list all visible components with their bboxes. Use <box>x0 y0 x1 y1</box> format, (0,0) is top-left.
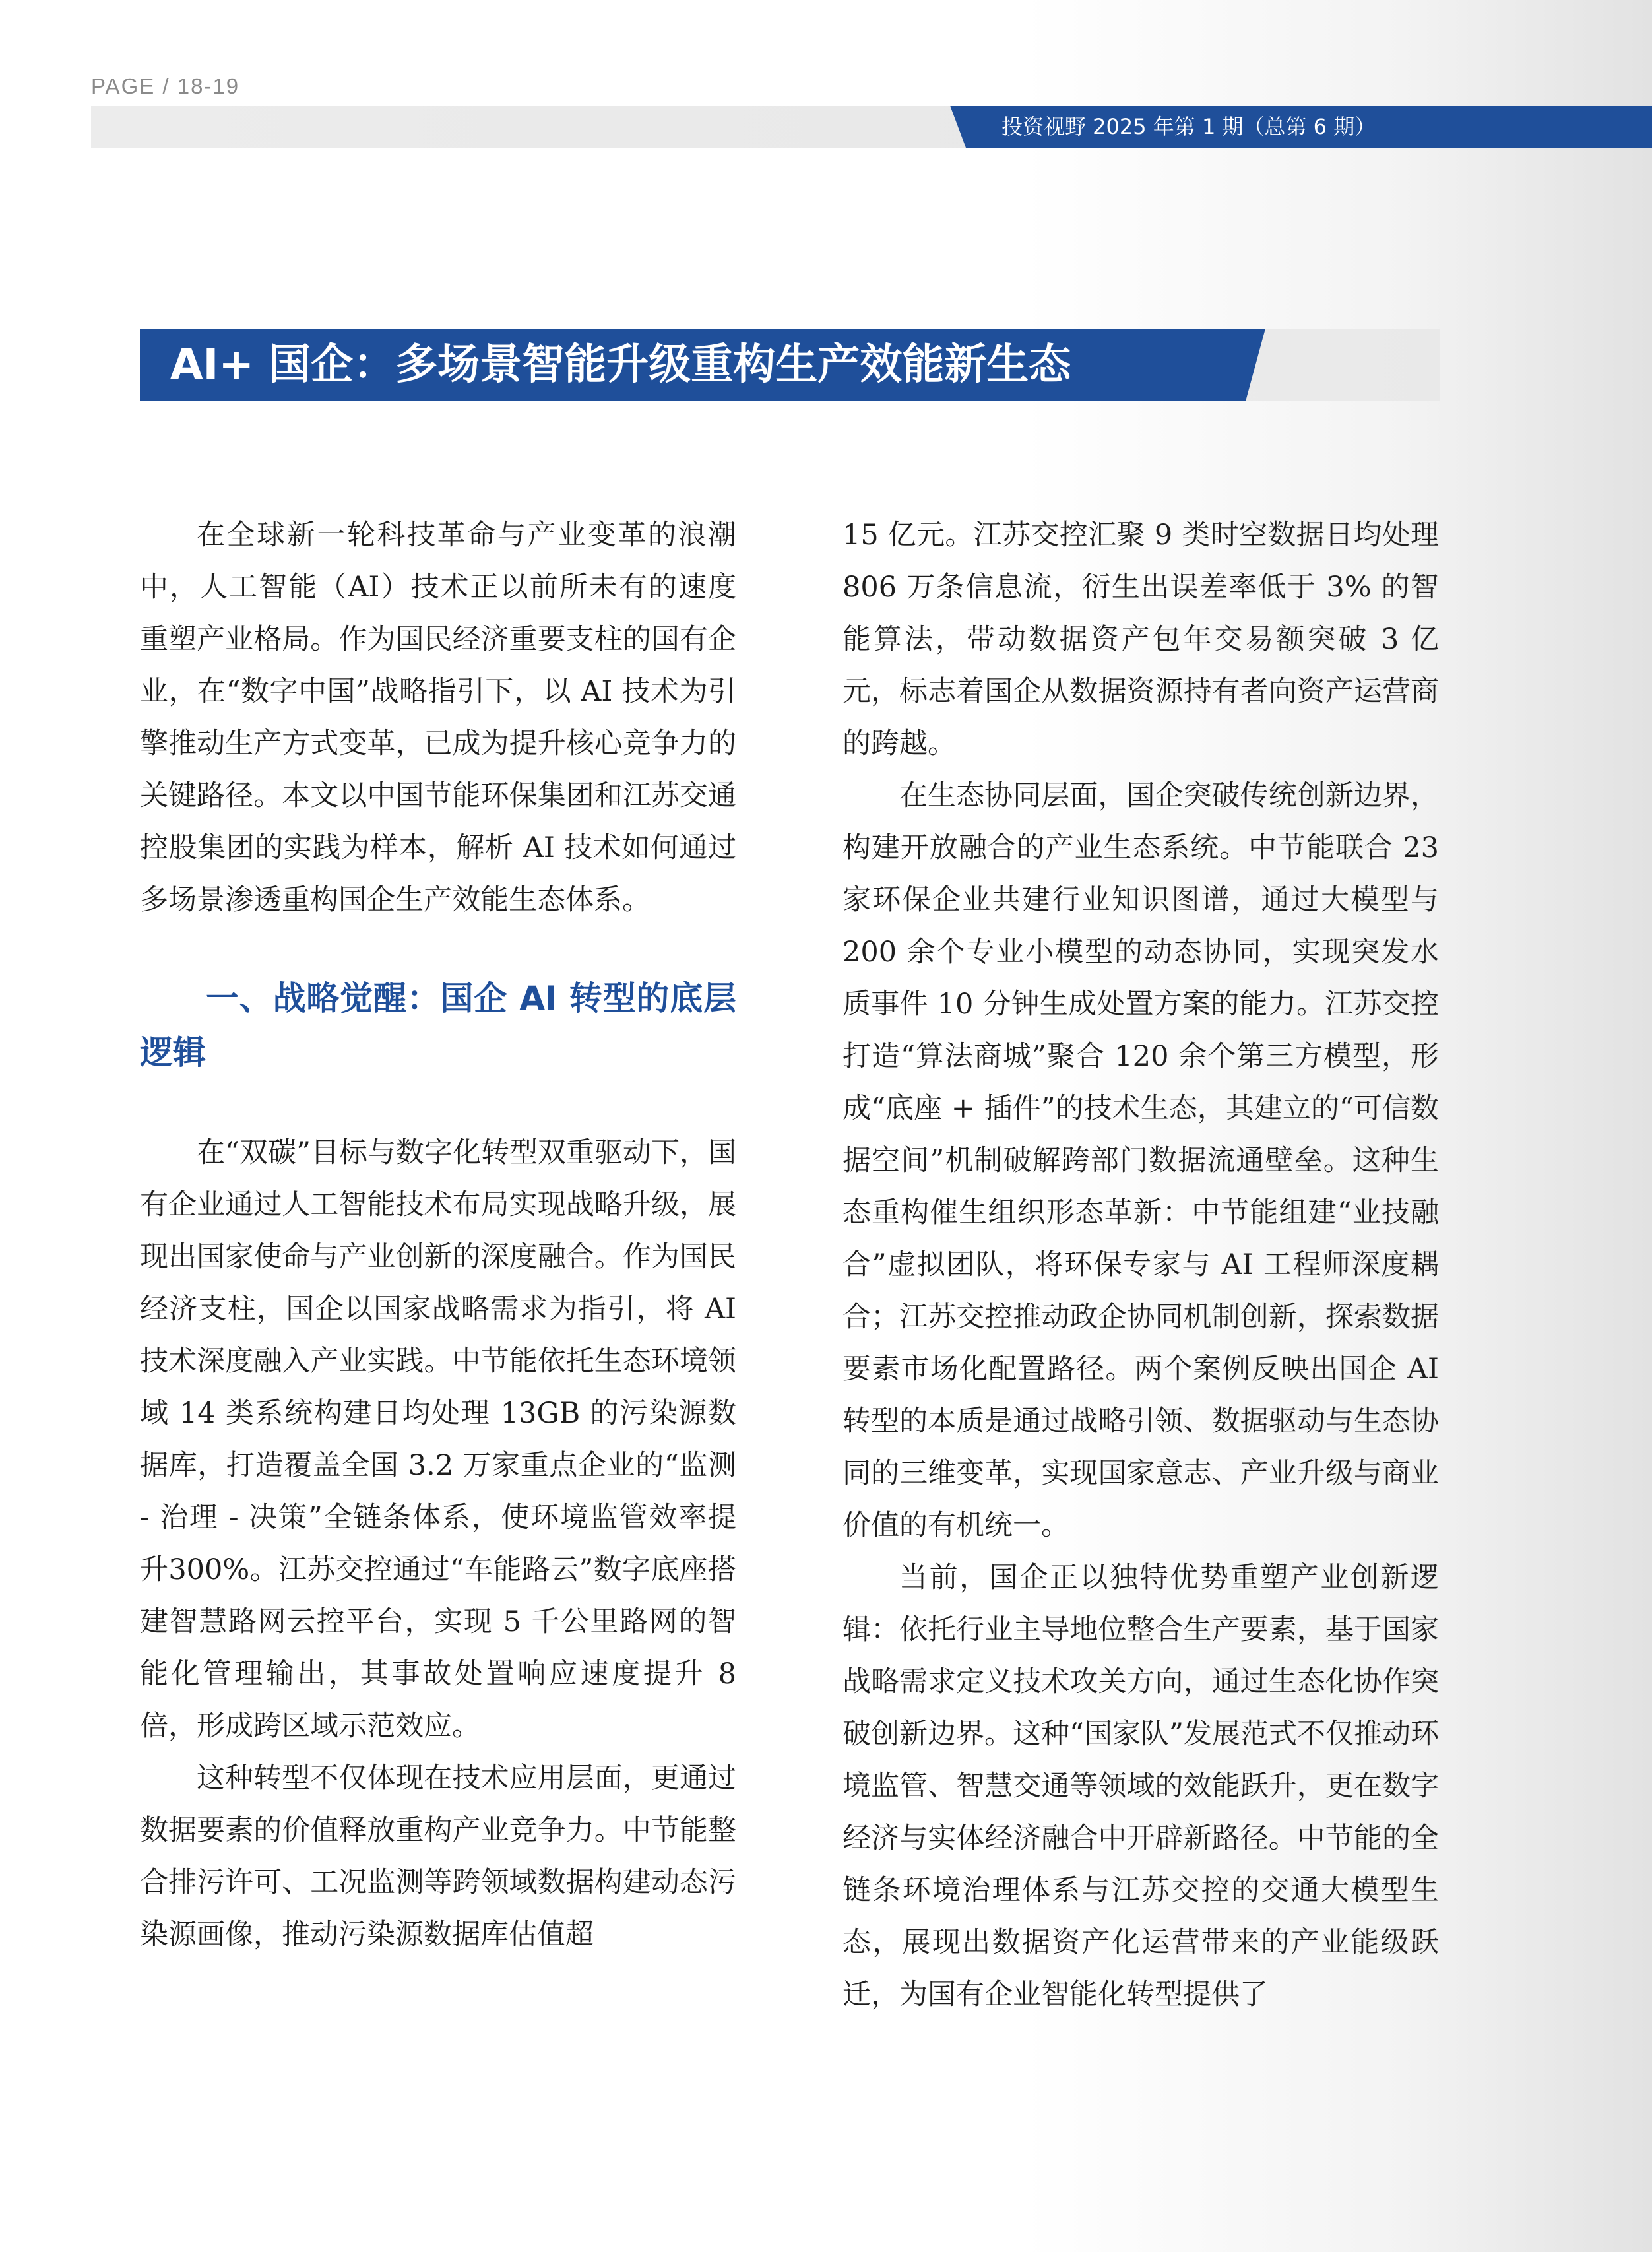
body-paragraph-continued: 15 亿元。江苏交控汇聚 9 类时空数据日均处理 806 万条信息流，衍生出误差率低于 3% 的智能算法，带动数据资产包年交易额突破 3 亿元，标志着国企从数据资源持有者向资产运营商的跨越。 <box>842 519 1439 760</box>
article-title: AI+ 国企：多场景智能升级重构生产效能新生态 <box>170 340 1071 389</box>
intro-paragraph: 在全球新一轮科技革命与产业变革的浪潮中，人工智能（AI）技术正以前所未有的速度重塑产业格局。作为国民经济重要支柱的国有企业，在“数字中国”战略指引下，以 AI 技术为引擎推动生产方式变革，已成为提升核心竞争力的关键路径。本文以中国节能环保集团和江苏交通控股集团的实践为样本，解析 AI 技术如何通过多场景渗透重构国企生产效能生态体系。 <box>140 519 736 917</box>
left-column <box>140 509 736 1961</box>
section-heading: 一、战略觉醒：国企 AI 转型的底层逻辑 <box>140 979 736 1072</box>
page-number-label: PAGE / 18-19 <box>91 74 240 98</box>
body-paragraph: 在“双碳”目标与数字化转型双重驱动下，国有企业通过人工智能技术布局实现战略升级，展现出国家使命与产业创新的深度融合。作为国民经济支柱，国企以国家战略需求为指引，将 AI 技术深度融入产业实践。中节能依托生态环境领域 14 类系统构建日均处理 13GB 的污染源数据库，打造覆盖全国 3.2 万家重点企业的“监测 - 治理 - 决策”全链条体系，使环境监管效率提升300%。江苏交控通过“车能路云”数字底座搭建智慧路网云控平台，实现 5 千公里路网的智能化管理输出，其事故处置响应速度提升 8 倍，形成跨区域示范效应。 <box>140 1136 736 1743</box>
issue-info: 投资视野 2025 年第 1 期（总第 6 期） <box>1001 114 1376 139</box>
body-paragraph: 当前，国企正以独特优势重塑产业创新逻辑：依托行业主导地位整合生产要素，基于国家战略需求定义技术攻关方向，通过生态化协作突破创新边界。这种“国家队”发展范式不仅推动环境监管、智慧交通等领域的效能跃升，更在数字经济与实体经济融合中开辟新路径。中节能的全链条环境治理体系与江苏交控的交通大模型生态，展现出数据资产化运营带来的产业能级跃迁，为国有企业智能化转型提供了 <box>842 1561 1439 2011</box>
body-paragraph: 这种转型不仅体现在技术应用层面，更通过数据要素的价值释放重构产业竞争力。中节能整合排污许可、工况监测等跨领域数据构建动态污染源画像，推动污染源数据库估值超 <box>140 1762 736 1951</box>
body-paragraph: 在生态协同层面，国企突破传统创新边界，构建开放融合的产业生态系统。中节能联合 23 家环保企业共建行业知识图谱，通过大模型与 200 余个专业小模型的动态协同，实现突发水质事件 10 分钟生成处置方案的能力。江苏交控打造“算法商城”聚合 120 余个第三方模型，形成“底座 + 插件”的技术生态，其建立的“可信数据空间”机制破解跨部门数据流通壁垒。这种生态重构催生组织形态革新：中节能组建“业技融合”虚拟团队，将环保专家与 AI 工程师深度耦合；江苏交控推动政企协同机制创新，探索数据要素市场化配置路径。两个案例反映出国企 AI 转型的本质是通过战略引领、数据驱动与生态协同的三维变革，实现国家意志、产业升级与商业价值的有机统一。 <box>842 779 1439 1542</box>
right-column <box>842 509 1439 2021</box>
